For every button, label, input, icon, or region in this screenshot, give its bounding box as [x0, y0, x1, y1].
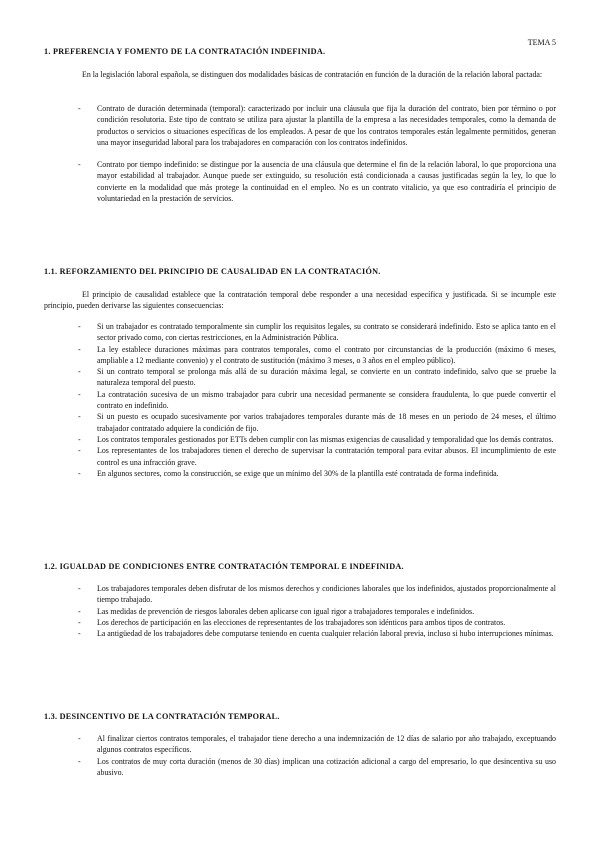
list-item — [44, 159, 556, 204]
list-dash: - — [78, 322, 81, 331]
list-item — [44, 606, 556, 617]
list-item — [44, 628, 556, 639]
list-item — [44, 583, 556, 606]
list-item — [44, 411, 556, 434]
list-item-text: Los trabajadores temporales deben disfrutar de los mismos derechos y condiciones laborales que los indefinidos, ajustados proporcionalmente al tiempo trabajado. — [97, 584, 556, 605]
list-dash: - — [78, 734, 81, 743]
list-item-text: Si un trabajador es contratado temporalmente sin cumplir los requisitos legales, su contrato se considerará indefinido. Esto se aplica tanto en el sector privado como, con ciertas restricciones, en la Administración Pública. — [97, 322, 556, 343]
list-dash: - — [78, 389, 81, 399]
section-1-3-list — [44, 733, 556, 778]
list-item-text: Si un contrato temporal se prolonga más allá de su duración máxima legal, se convierte en un contrato indefinido, salvo que se pruebe la naturaleza temporal del puesto. — [97, 367, 556, 388]
list-item — [44, 445, 556, 468]
list-item — [44, 434, 556, 445]
list-item-text: La ley establece duraciones máximas para contratos temporales, como el contrato por circunstancias de la producción (máximo 6 meses, ampliable a 12 mediante convenio) y el contrato de sustitución (máximo 3 meses, o 3 años en el empleo público). — [97, 344, 556, 365]
page-label: TEMA 5 — [527, 38, 556, 47]
list-item — [44, 321, 556, 344]
list-item — [44, 468, 556, 479]
list-dash: - — [78, 468, 81, 478]
list-dash: - — [78, 367, 81, 377]
list-item — [44, 344, 556, 367]
list-item-text: Si un puesto es ocupado sucesivamente por varios trabajadores temporales durante más de 18 meses en un periodo de 24 meses, el último trabajador contratado adquiere la condición de fijo. — [97, 412, 556, 433]
section-1-1-list — [44, 321, 556, 479]
list-item-text: La antigüedad de los trabajadores debe computarse teniendo en cuenta cualquier relación laboral previa, incluso si hubo interrupciones mínimas. — [97, 629, 554, 639]
list-dash: - — [78, 160, 81, 170]
list-item — [44, 733, 556, 756]
list-item — [44, 389, 556, 412]
list-item — [44, 756, 556, 779]
list-item-text: Los contratos de muy corta duración (menos de 30 días) implican una cotización adicional a cargo del empresario, lo que desincentiva su uso abusivo. — [97, 756, 556, 777]
section-heading-1-1: 1.1. REFORZAMIENTO DEL PRINCIPIO DE CAUSALIDAD EN LA CONTRATACIÓN. — [44, 267, 381, 276]
list-dash: - — [78, 446, 81, 456]
list-item-text: Contrato de duración determinada (temporal): caracterizado por incluir una cláusula que fija la duración del contrato, bien por término o por condición resolutoria. Este tipo de contrato se utiliza para ajustar la plantilla de la empresa a las necesidades temporales, como la demanda de productos o servicios o situaciones específicas de los empleados. A pesar de que los contratos temporales están legalmente permitidos, generan una mayor inseguridad laboral para los trabajadores en comparación con los contratos indefinidos. — [97, 104, 556, 147]
list-dash: - — [78, 756, 81, 766]
section-1-list — [44, 103, 556, 215]
list-item — [44, 366, 556, 389]
list-item-text: Las medidas de prevención de riesgos laborales deben aplicarse con igual rigor a trabajadores temporales e indefinidos. — [97, 606, 475, 616]
list-dash: - — [78, 584, 81, 593]
list-dash: - — [78, 434, 81, 444]
list-item-text: En algunos sectores, como la construcción, se exige que un mínimo del 30% de la plantilla esté contratada de forma indefinida. — [97, 468, 499, 478]
section-heading-1-2: 1.2. IGUALDAD DE CONDICIONES ENTRE CONTRATACIÓN TEMPORAL E INDEFINIDA. — [44, 562, 404, 571]
list-item — [44, 617, 556, 628]
list-dash: - — [78, 344, 81, 354]
list-item-text: Contrato por tiempo indefinido: se distingue por la ausencia de una cláusula que determine el fin de la relación laboral, lo que proporciona una mayor estabilidad al trabajador. Aunque puede ser extinguido, su resolución está condicionada a causas justificadas según la ley, lo que lo convierte en la modalidad que más protege la continuidad en el empleo. No es un contrato vitalicio, ya que eso contradiría el principio de voluntariedad en la prestación de servicios. — [97, 160, 556, 204]
list-item-text: Los representantes de los trabajadores tienen el derecho de supervisar la contratación temporal para evitar abusos. El incumplimiento de este control es una infracción grave. — [97, 446, 556, 467]
list-dash: - — [78, 412, 81, 422]
list-dash: - — [78, 617, 81, 627]
list-item-text: La contratación sucesiva de un mismo trabajador para cubrir una necesidad permanente se considera fraudulenta, lo que puede convertir el contrato en indefinido. — [97, 389, 556, 411]
section-1-intro: En la legislación laboral española, se distinguen dos modalidades básicas de contratación en función de la duración de la relación laboral pactada: — [82, 70, 543, 79]
section-1-1-intro: El principio de causalidad establece que la contratación temporal debe responder a una necesidad específica y justificada. Si se incumple este principio, pueden derivarse las siguientes consecuencias: — [44, 290, 556, 311]
section-heading-1: 1. PREFERENCIA Y FOMENTO DE LA CONTRATACIÓN INDEFINIDA. — [44, 47, 326, 56]
list-dash: - — [78, 104, 81, 113]
list-item-text: Los contratos temporales gestionados por ETTs deben cumplir con las mismas exigencias de causalidad y temporalidad que los demás contratos. — [97, 434, 554, 444]
list-item-text: Los derechos de participación en las elecciones de representantes de los trabajadores son idénticos para ambos tipos de contratos. — [97, 617, 506, 627]
section-1-2-list — [44, 583, 556, 639]
list-dash: - — [78, 606, 81, 616]
section-heading-1-3: 1.3. DESINCENTIVO DE LA CONTRATACIÓN TEMPORAL. — [44, 712, 280, 721]
list-dash: - — [78, 629, 81, 639]
list-item-text: Al finalizar ciertos contratos temporales, el trabajador tiene derecho a una indemnización de 12 días de salario por año trabajado, exceptuando algunos contratos específicos. — [97, 734, 556, 755]
list-item — [44, 103, 556, 148]
